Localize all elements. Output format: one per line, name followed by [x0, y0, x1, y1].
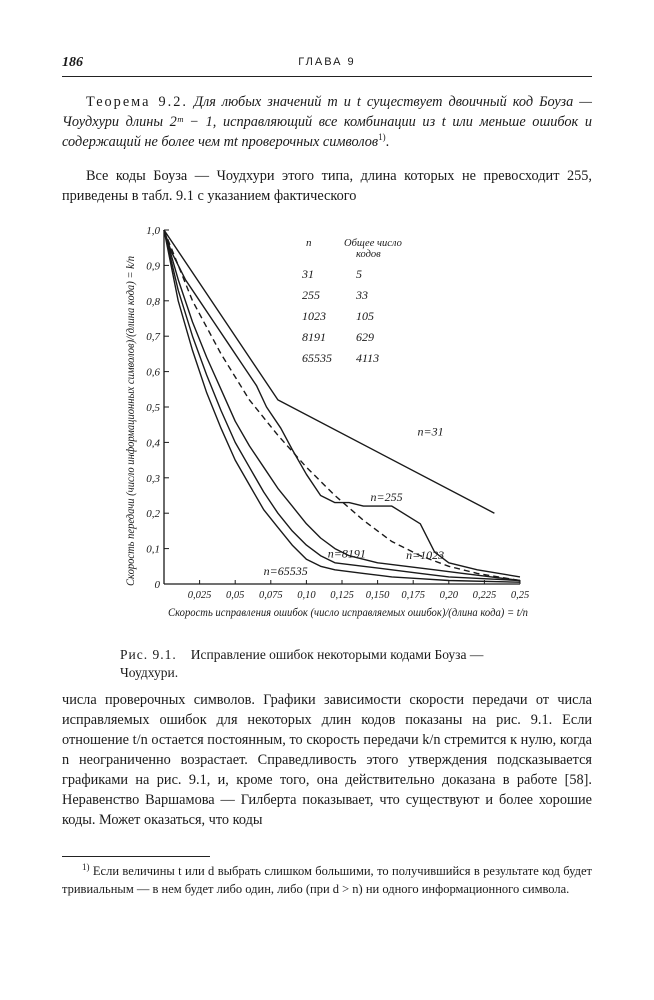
x-axis-label: Скорость исправления ошибок (число исправляемых ошибок)/(длина кода) = t/n [168, 605, 528, 619]
table-header-n: n [306, 237, 312, 249]
table-cell-n: 31 [302, 267, 314, 281]
chart-series [164, 230, 520, 582]
figure-caption [120, 646, 540, 682]
y-tick-label: 0,9 [146, 260, 160, 273]
series-label: n=255 [370, 489, 403, 504]
footnote [62, 862, 592, 898]
page-number: 186 [62, 55, 83, 70]
theorem-paragraph [62, 92, 592, 152]
table-cell-count: 105 [356, 309, 374, 323]
x-tick-label: 0,175 [401, 590, 426, 601]
series-line [164, 230, 520, 581]
y-tick-label: 0,2 [146, 508, 160, 521]
series-line [164, 230, 520, 581]
footnote-text: Если величины t или d выбрать слишком большими, то получившийся в результате код будет тривиальным — в нем будет либо один, либо (при d > n) ни одного информационного символа. [62, 864, 592, 896]
series-line [164, 230, 520, 581]
y-axis-label: Скорость передачи (число информационных символов)/(длина кода) = k/n [125, 226, 137, 586]
y-tick-label: 0,5 [146, 402, 160, 414]
y-tick-label: 0,3 [146, 472, 160, 485]
y-tick-label: 0,4 [146, 437, 160, 450]
paragraph-1: Все коды Боуза — Чоудхури этого типа, длина которых не превосходит 255, приведены в табл. 9.1 с указанием фактического [62, 168, 592, 204]
x-tick-label: 0,10 [297, 590, 316, 601]
table-header-count: Общее число [344, 238, 402, 249]
y-tick-label: 0,8 [146, 295, 160, 308]
table-cell-count: 4113 [356, 351, 380, 365]
theorem-label: Теорема 9.2. [86, 94, 188, 110]
series-label: n=8191 [327, 546, 366, 561]
x-tick-label: 0,125 [330, 590, 354, 601]
series-label: n=65535 [263, 564, 308, 579]
footnote-rule [62, 856, 210, 857]
table-cell-n: 65535 [302, 351, 332, 365]
x-tick-label: 0,075 [258, 590, 283, 601]
theorem-tail: . [385, 134, 390, 150]
x-tick-label: 0,150 [365, 590, 390, 601]
table-cell-count: 5 [356, 267, 362, 281]
footnote-ref: 1) [378, 132, 386, 143]
figure-9-1 [108, 218, 558, 638]
x-tick-label: 0,225 [472, 590, 497, 601]
table-cell-n: 255 [302, 288, 320, 302]
header-rule [62, 76, 592, 77]
table-cell-count: 33 [356, 288, 368, 302]
inset-table [301, 237, 402, 365]
series-label: n=1023 [406, 548, 445, 563]
rate-chart [108, 218, 558, 638]
x-tick-label: 0,20 [439, 590, 458, 601]
page-header [62, 55, 592, 73]
table-cell-count: 629 [356, 330, 374, 344]
paragraph-2: числа проверочных символов. Графики зависимости скорости передачи от числа исправляемых ошибок для некоторых длин кодов показаны на рис. 9.1. Если отношение t/n остается постоянным, то скорость передачи k/n стремится к нулю, когда n неограниченно возрастает. Справедливость этого утверждения подсказывается графиками на рис. 9.1, и, кроме того, она действительно доказана в работе [58]. Неравенство Варшамова — Гилберта показывает, что существуют и более хорошие коды. Может оказаться, что коды [62, 692, 592, 828]
running-head: ГЛАВА 9 [298, 56, 356, 68]
x-tick-label: 0,05 [226, 590, 245, 601]
table-cell-n: 8191 [302, 330, 326, 344]
x-tick-label: 0,25 [510, 590, 530, 601]
y-tick-label: 0 [154, 579, 160, 591]
caption-text: Исправление ошибок некоторыми кодами Боуза — Чоудхури. [120, 647, 484, 680]
y-tick-label: 1,0 [146, 225, 160, 237]
table-header-count-2: кодов [356, 249, 381, 260]
theorem-text: Для любых значений m и t существует двоичный код Боуза — Чоудхури длины 2ᵐ − 1, исправляющий все комбинации из t или меньше ошибок и содержащий не более чем mt проверочных символов [62, 94, 592, 150]
y-tick-label: 0,7 [146, 331, 160, 344]
table-cell-n: 1023 [302, 309, 326, 323]
footnote-mark: 1) [82, 861, 90, 872]
series-line [164, 230, 520, 582]
series-label: n=31 [417, 424, 444, 439]
y-tick-label: 0,1 [146, 543, 160, 556]
x-tick-label: 0,025 [187, 590, 212, 601]
y-tick-label: 0,6 [146, 366, 160, 379]
caption-label: Рис. 9.1. [120, 647, 177, 662]
